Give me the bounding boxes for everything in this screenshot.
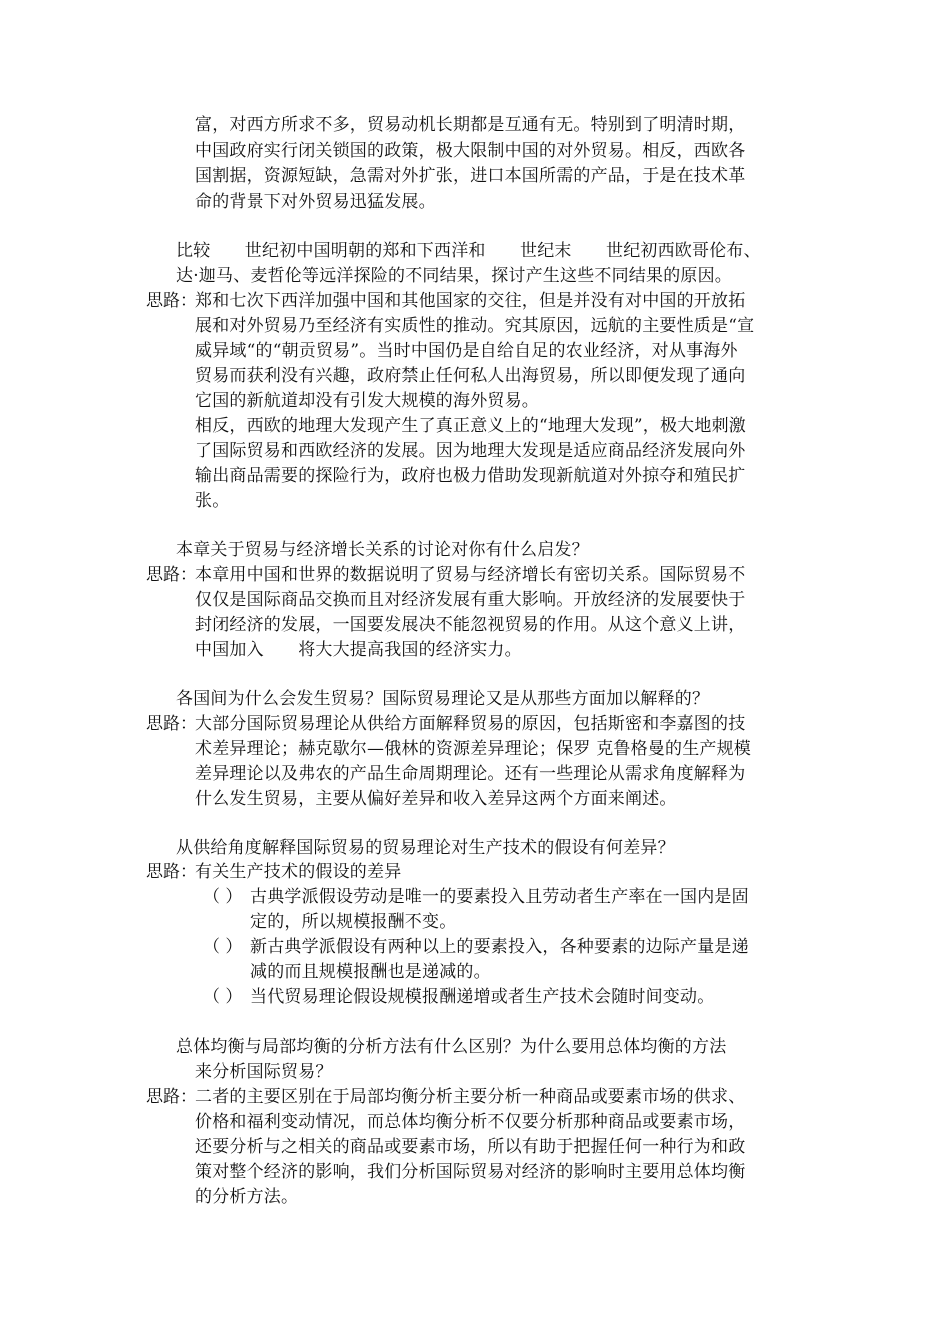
answer-label: 思路： (146, 1087, 197, 1107)
list-item-line: 新古典学派假设有两种以上的要素投入，各种要素的边际产量是递 (250, 937, 749, 957)
answer-line: 有关生产技术的假设的差异 (195, 862, 402, 882)
list-marker: （ ） (203, 887, 243, 907)
question-line: 来分析国际贸易？ (195, 1062, 333, 1082)
answer-line: 了国际贸易和西欧经济的发展。因为地理大发现是适应商品经济发展向外 (195, 441, 746, 461)
answer-line: 相反，西欧的地理大发现产生了真正意义上的“地理大发现”，极大地刺激 (195, 416, 746, 436)
question-line: 比较 世纪初中国明朝的郑和下西洋和 世纪末 世纪初西欧哥伦布、 (176, 241, 761, 261)
answer-line: 价格和福利变动情况，而总体均衡分析不仅要分析那种商品或要素市场， (195, 1112, 746, 1132)
list-item-line: 古典学派假设劳动是唯一的要素投入且劳动者生产率在一国内是固 (250, 887, 749, 907)
answer-line: 中国加入 将大大提高我国的经济实力。 (195, 640, 522, 660)
answer-label: 思路： (146, 714, 197, 734)
list-item-line: 当代贸易理论假设规模报酬递增或者生产技术会随时间变动。 (250, 987, 715, 1007)
answer-line: 术差异理论；赫克歇尔—俄林的资源差异理论；保罗 克鲁格曼的生产规模 (195, 739, 752, 759)
question-line: 从供给角度解释国际贸易的贸易理论对生产技术的假设有何差异？ (176, 838, 675, 858)
answer-line: 贸易而获利没有兴趣，政府禁止任何私人出海贸易，所以即便发现了通向 (195, 366, 746, 386)
answer-line: 的分析方法。 (195, 1187, 299, 1207)
answer-line: 二者的主要区别在于局部均衡分析主要分析一种商品或要素市场的供求、 (195, 1087, 746, 1107)
question-line: 各国间为什么会发生贸易？国际贸易理论又是从那些方面加以解释的？ (176, 689, 710, 709)
text-line: 富，对西方所求不多，贸易动机长期都是互通有无。特别到了明清时期， (195, 115, 746, 135)
text-line: 中国政府实行闭关锁国的政策，极大限制中国的对外贸易。相反，西欧各 (195, 141, 746, 161)
list-item-line: 减的而且规模报酬也是递减的。 (250, 962, 491, 982)
answer-line: 策对整个经济的影响，我们分析国际贸易对经济的影响时主要用总体均衡 (195, 1162, 746, 1182)
list-marker: （ ） (203, 987, 243, 1007)
answer-label: 思路： (146, 291, 197, 311)
list-marker: （ ） (203, 937, 243, 957)
answer-label: 思路： (146, 565, 197, 585)
answer-line: 差异理论以及弗农的产品生命周期理论。还有一些理论从需求角度解释为 (195, 764, 746, 784)
answer-line: 输出商品需要的探险行为，政府也极力借助发现新航道对外掠夺和殖民扩 (195, 466, 746, 486)
answer-line: 仅仅是国际商品交换而且对经济发展有重大影响。开放经济的发展要快于 (195, 590, 746, 610)
answer-line: 威异域“的“朝贡贸易”。当时中国仍是自给自足的农业经济，对从事海外 (195, 341, 738, 361)
answer-line: 封闭经济的发展，一国要发展决不能忽视贸易的作用。从这个意义上讲， (195, 615, 746, 635)
answer-line: 本章用中国和世界的数据说明了贸易与经济增长有密切关系。国际贸易不 (195, 565, 746, 585)
question-line: 总体均衡与局部均衡的分析方法有什么区别？为什么要用总体均衡的方法 (176, 1037, 727, 1057)
answer-line: 郑和七次下西洋加强中国和其他国家的交往，但是并没有对中国的开放拓 (195, 291, 746, 311)
list-item-line: 定的，所以规模报酬不变。 (250, 912, 457, 932)
answer-line: 展和对外贸易乃至经济有实质性的推动。究其原因，远航的主要性质是“宣 (195, 316, 755, 336)
text-line: 命的背景下对外贸易迅猛发展。 (195, 192, 436, 212)
answer-line: 什么发生贸易，主要从偏好差异和收入差异这两个方面来阐述。 (195, 789, 677, 809)
question-line: 达·迦马、麦哲伦等远洋探险的不同结果，探讨产生这些不同结果的原因。 (176, 266, 733, 286)
answer-line: 它国的新航道却没有引发大规模的海外贸易。 (195, 391, 539, 411)
answer-label: 思路： (146, 862, 197, 882)
answer-line: 张。 (195, 491, 230, 511)
answer-line: 大部分国际贸易理论从供给方面解释贸易的原因，包括斯密和李嘉图的技 (195, 714, 746, 734)
text-line: 国割据，资源短缺，急需对外扩张，进口本国所需的产品，于是在技术革 (195, 166, 746, 186)
answer-line: 还要分析与之相关的商品或要素市场，所以有助于把握任何一种行为和政 (195, 1137, 746, 1157)
question-line: 本章关于贸易与经济增长关系的讨论对你有什么启发？ (176, 540, 589, 560)
